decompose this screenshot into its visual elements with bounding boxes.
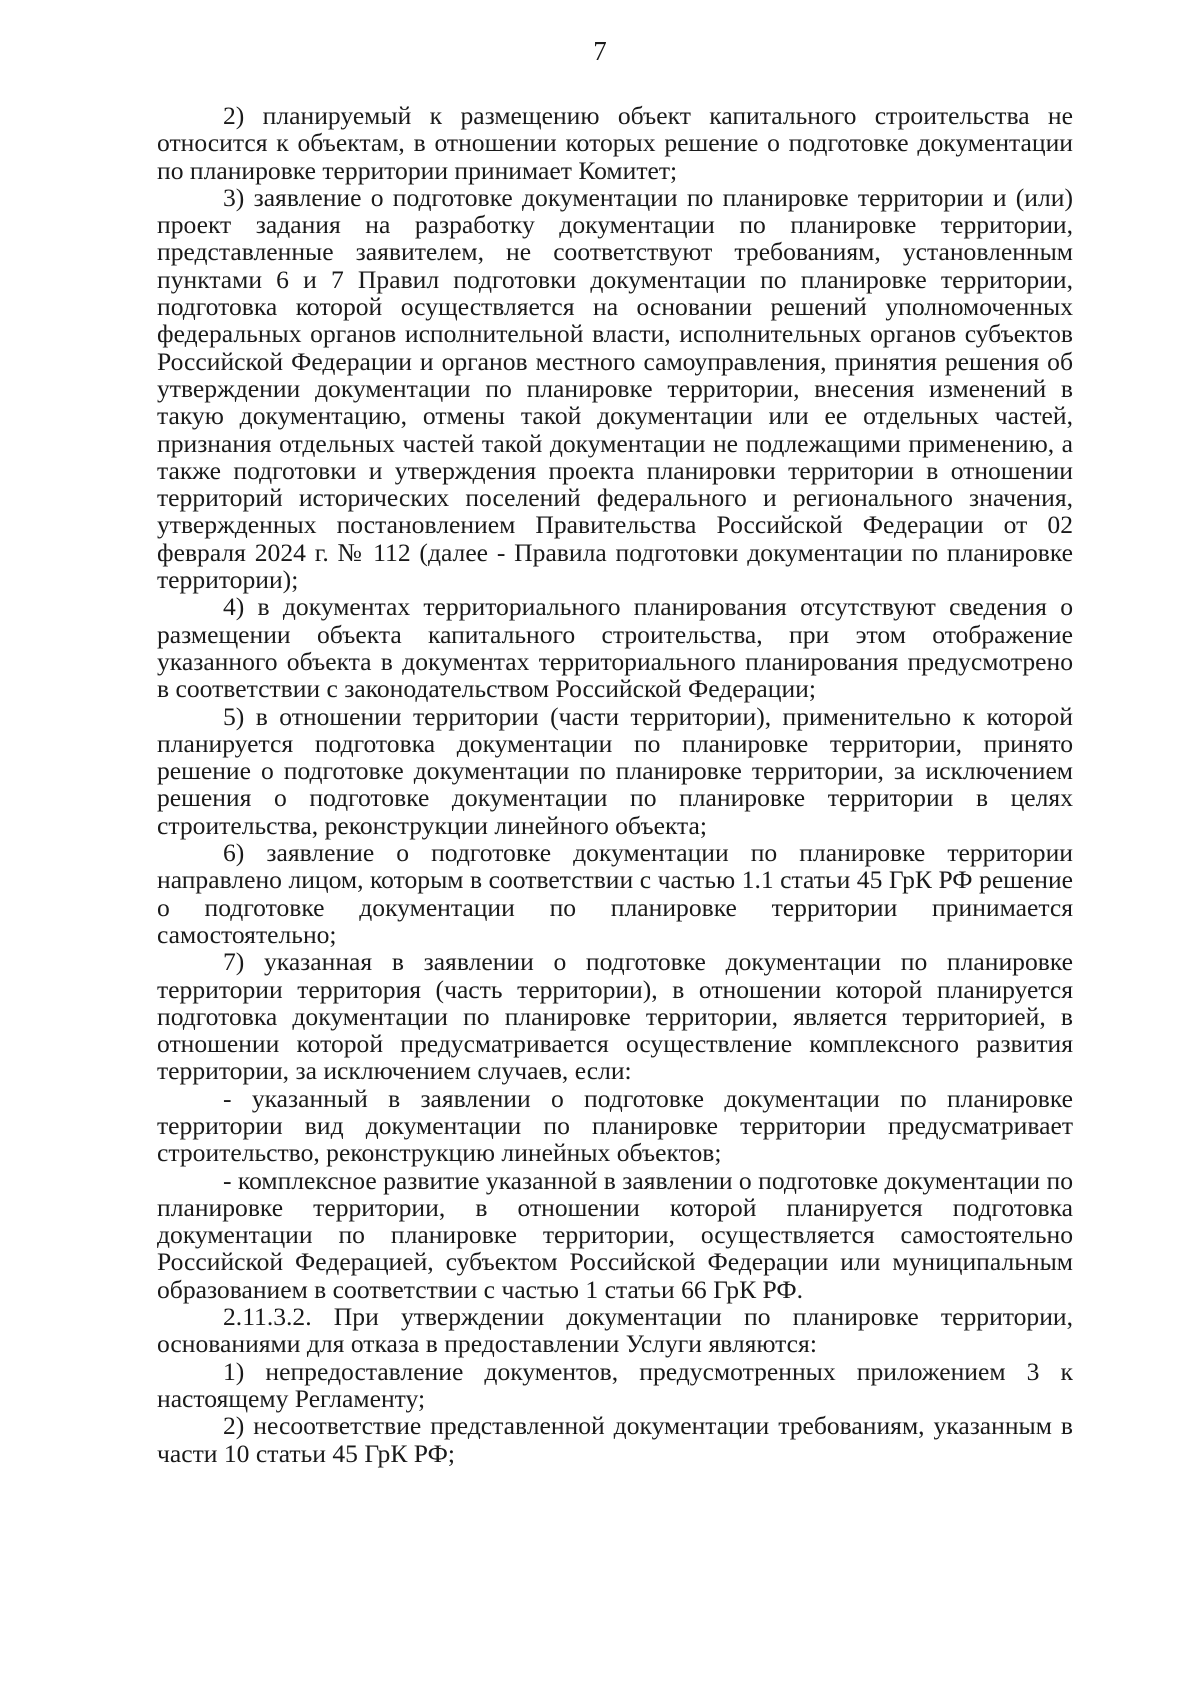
paragraph-refusal-1: 1) непредоставление документов, предусмотренных приложением 3 к настоящему Регламенту;	[157, 1356, 1073, 1413]
paragraph-section-2-11-3-2: 2.11.3.2. При утверждении документации по планировке территории, основаниями для отказа в предоставлении Услуги являются:	[157, 1302, 1073, 1359]
paragraph-item-4: 4) в документах территориального планирования отсутствуют сведения о размещении объекта капитального строительства, при этом отображение указанного объекта в документах территориального планирования предусмотрено в соответствии с законодательством Российской Федерации;	[157, 592, 1073, 704]
paragraph-exception-2: - комплексное развитие указанной в заявлении о подготовке документации по планировке территории, в отношении которой планируется подготовка документации по планировке территории, осуществляется самостоятельно Российской Федерацией, субъектом Российской Федерации или муниципальным образованием в соответствии с частью 1 статьи 66 ГрК РФ.	[157, 1165, 1073, 1304]
paragraph-item-3: 3) заявление о подготовке документации по планировке территории и (или) проект задания на разработку документации по планировке территории, представленные заявителем, не соответствуют требованиям, установленным пунктами 6 и 7 Правил подготовки документации по планировке территории, подготовка которой осуществляется на основании решений уполномоченных федеральных органов исполнительной власти, исполнительных органов субъектов Российской Федерации и органов местного самоуправления, принятия решения об утверждении документации по планировке территории, внесения изменений в такую документацию, отмены такой документации или ее отдельных частей, признания отдельных частей такой документации не подлежащими применению, а также подготовки и утверждения проекта планировки территории в отношении территорий исторических поселений федерального и регионального значения, утвержденных постановлением Правительства Российской Федерации от 02 февраля 2024 г. № 112 (далее - Правила подготовки документации по планировке территории);	[157, 182, 1073, 595]
page-number: 7	[593, 36, 607, 66]
paragraph-refusal-2: 2) несоответствие представленной документации требованиям, указанным в части 10 статьи 45 ГрК РФ;	[157, 1411, 1073, 1468]
document-body	[157, 102, 1073, 1467]
paragraph-item-2: 2) планируемый к размещению объект капитального строительства не относится к объектам, в отношении которых решение о подготовке документации по планировке территории принимает Комитет;	[157, 101, 1073, 185]
paragraph-exception-1: - указанный в заявлении о подготовке документации по планировке территории вид документации по планировке территории предусматривает строительство, реконструкцию линейных объектов;	[157, 1083, 1073, 1168]
paragraph-item-7: 7) указанная в заявлении о подготовке документации по планировке территории территория (часть территории), в отношении которой планируется подготовка документации по планировке территории, является территорией, в отношении которой предусматривается осуществление комплексного развития территории, за исключением случаев, если:	[157, 947, 1073, 1086]
paragraph-item-5: 5) в отношении территории (части территории), применительно к которой планируется подготовка документации по планировке территории, принято решение о подготовке документации по планировке территории, за исключением решения о подготовке документации по планировке территории в целях строительства, реконструкции линейного объекта;	[157, 701, 1073, 840]
paragraph-item-6: 6) заявление о подготовке документации по планировке территории направлено лицом, которым в соответствии с частью 1.1 статьи 45 ГрК РФ решение о подготовке документации по планировке территории принимается самостоятельно;	[157, 838, 1073, 949]
